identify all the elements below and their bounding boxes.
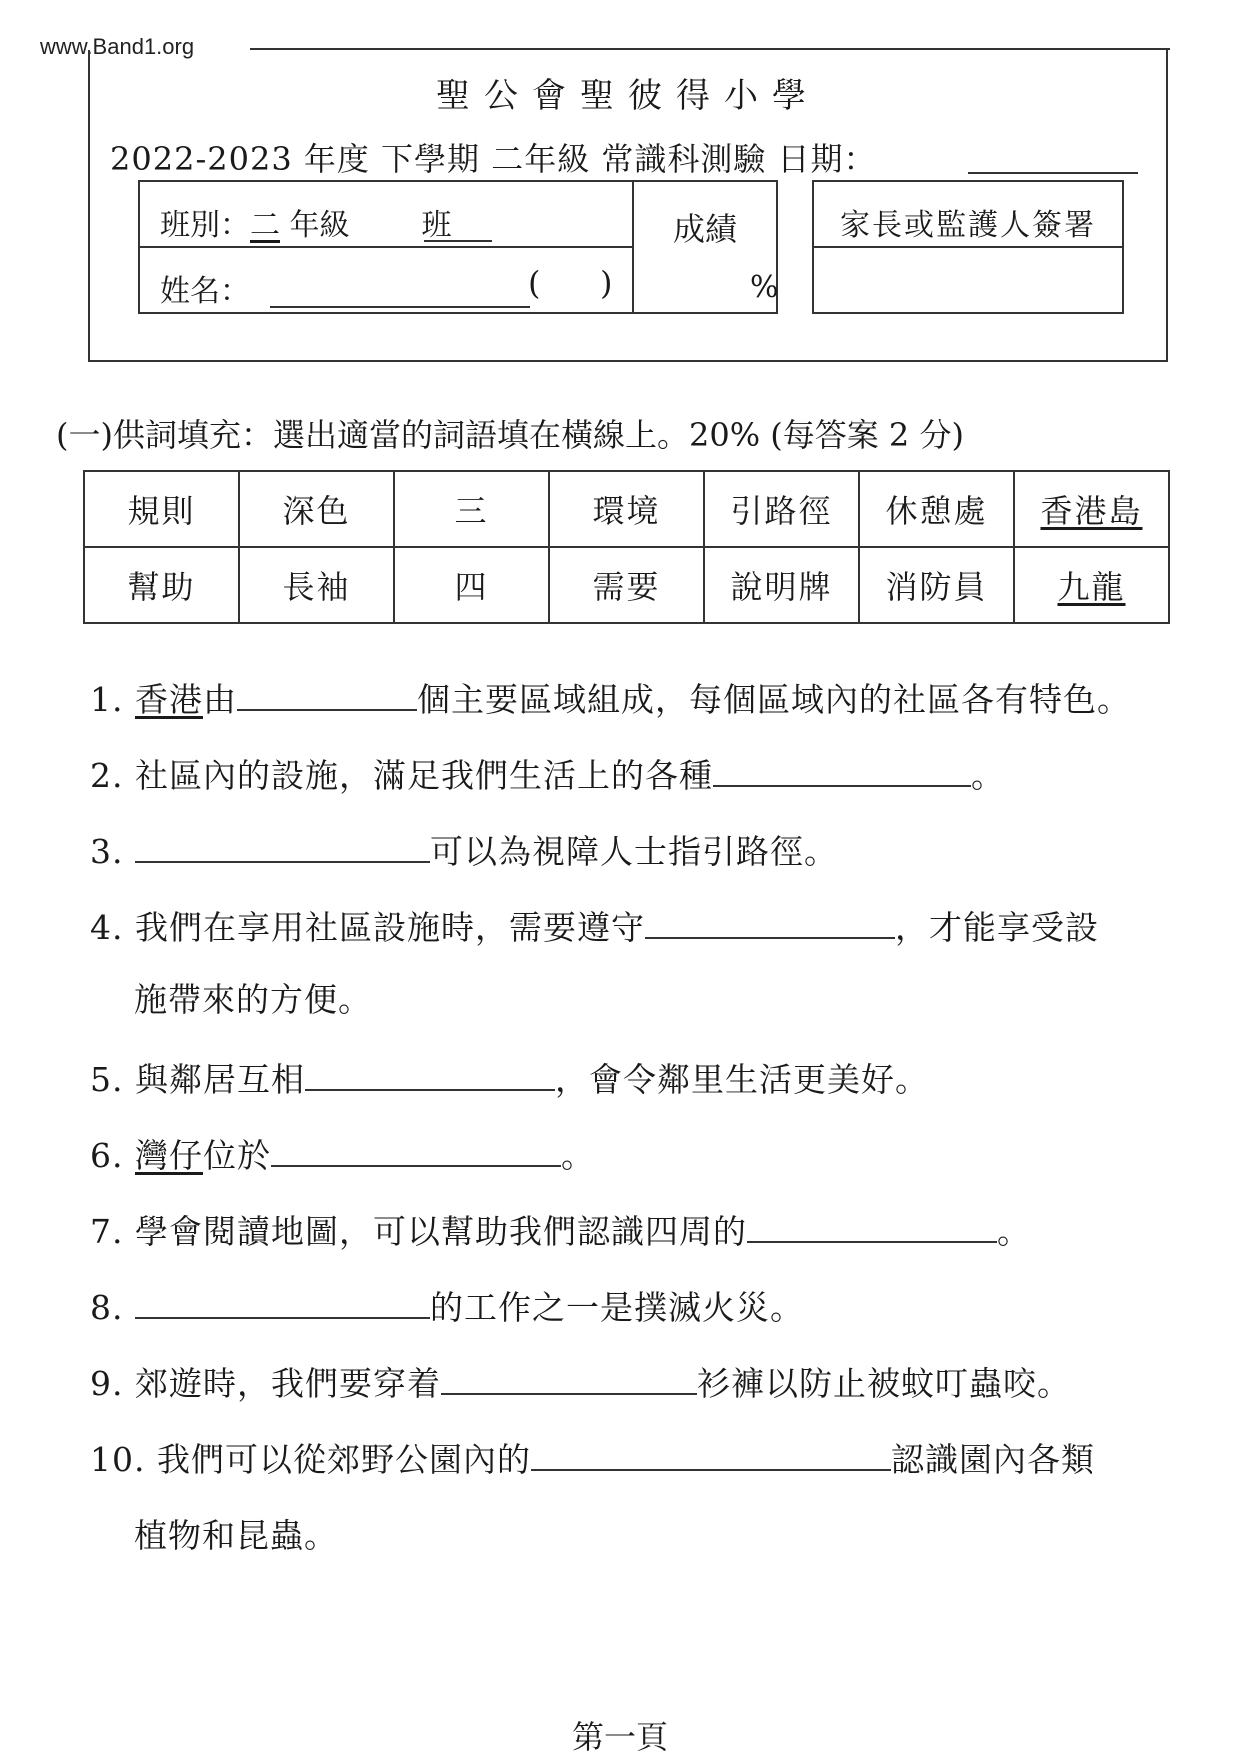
question-text: 我們在享用社區設施時，需要遵守 bbox=[135, 908, 645, 947]
question-number: 5. bbox=[90, 1060, 124, 1099]
question-10 bbox=[90, 1434, 1095, 1481]
section-title: (一)供詞填充：選出適當的詞語填在橫線上。20% (每答案 2 分) bbox=[56, 416, 964, 454]
question-text: ，才能享受設 bbox=[895, 908, 1099, 947]
word-bank-cell bbox=[1014, 471, 1169, 547]
question-4 bbox=[90, 902, 1099, 949]
word-bank-row bbox=[84, 547, 1169, 623]
answer-blank[interactable] bbox=[441, 1363, 697, 1395]
question-9 bbox=[90, 1358, 1071, 1405]
name-label: 姓名： bbox=[160, 274, 250, 309]
class-grade-suffix: 年級 bbox=[280, 208, 350, 243]
answer-blank[interactable] bbox=[747, 1211, 997, 1243]
question-8 bbox=[90, 1282, 804, 1329]
question-text: 個主要區域組成，每個區域內的社區各有特色。 bbox=[417, 680, 1131, 719]
question-2 bbox=[90, 750, 1005, 797]
word-bank-cell: 說明牌 bbox=[704, 547, 859, 623]
score-label: 成績 bbox=[672, 210, 737, 248]
question-number: 2. bbox=[90, 756, 124, 795]
exam-title-line: 2022-2023 年度 下學期 二年級 常識科測驗 日期： bbox=[110, 140, 877, 178]
word-bank-cell: 四 bbox=[394, 547, 549, 623]
word-bank-place-name: 九龍 bbox=[1057, 568, 1126, 606]
class-label: 班別： bbox=[160, 208, 250, 243]
question-4-continuation: 施帶來的方便。 bbox=[134, 980, 372, 1019]
question-number: 9. bbox=[90, 1364, 124, 1403]
signature-label: 家長或監護人簽署 bbox=[840, 208, 1096, 243]
question-6 bbox=[90, 1130, 595, 1177]
question-text: 學會閱讀地圖，可以幫助我們認識四周的 bbox=[135, 1212, 747, 1251]
name-blank[interactable] bbox=[270, 306, 530, 308]
question-text: 郊遊時，我們要穿着 bbox=[135, 1364, 441, 1403]
word-bank-cell: 規則 bbox=[84, 471, 239, 547]
word-bank-cell bbox=[1014, 547, 1169, 623]
class-suffix: 班 bbox=[421, 208, 452, 243]
question-1 bbox=[90, 674, 1131, 721]
student-number-paren-open: ( bbox=[528, 264, 541, 302]
question-text: 與鄰居互相 bbox=[135, 1060, 305, 1099]
question-text: 。 bbox=[561, 1136, 595, 1175]
watermark-text: www.Band1.org bbox=[40, 34, 195, 59]
place-name: 香港 bbox=[135, 680, 203, 719]
signature-divider bbox=[812, 246, 1124, 248]
info-divider-horizontal bbox=[138, 246, 632, 248]
answer-blank[interactable] bbox=[271, 1135, 561, 1167]
word-bank-cell: 環境 bbox=[549, 471, 704, 547]
question-text: 。 bbox=[997, 1212, 1031, 1251]
date-blank[interactable] bbox=[968, 172, 1138, 174]
word-bank-cell: 長袖 bbox=[239, 547, 394, 623]
question-number: 10. bbox=[90, 1440, 146, 1479]
word-bank-cell: 深色 bbox=[239, 471, 394, 547]
question-number: 6. bbox=[90, 1136, 124, 1175]
place-name: 灣仔 bbox=[135, 1136, 203, 1175]
answer-blank[interactable] bbox=[305, 1059, 555, 1091]
question-3 bbox=[90, 826, 838, 873]
word-bank-row bbox=[84, 471, 1169, 547]
question-number: 8. bbox=[90, 1288, 124, 1327]
score-percent-sign: % bbox=[750, 270, 779, 305]
answer-blank[interactable] bbox=[135, 1287, 430, 1319]
question-text: 可以為視障人士指引路徑。 bbox=[430, 832, 838, 871]
word-bank-place-name: 香港島 bbox=[1040, 492, 1143, 530]
word-bank-cell: 休憩處 bbox=[859, 471, 1014, 547]
student-number-paren-close: ) bbox=[600, 264, 613, 302]
class-field bbox=[160, 200, 452, 244]
answer-blank[interactable] bbox=[645, 907, 895, 939]
question-text: 由 bbox=[203, 680, 237, 719]
word-bank-cell: 需要 bbox=[549, 547, 704, 623]
page-number: 第一頁 bbox=[571, 1718, 668, 1756]
word-bank-cell: 幫助 bbox=[84, 547, 239, 623]
word-bank-cell: 三 bbox=[394, 471, 549, 547]
class-number-blank[interactable] bbox=[424, 240, 492, 242]
answer-blank[interactable] bbox=[531, 1439, 891, 1471]
question-text: 我們可以從郊野公園內的 bbox=[156, 1440, 531, 1479]
question-10-continuation: 植物和昆蟲。 bbox=[134, 1516, 338, 1555]
question-number: 4. bbox=[90, 908, 124, 947]
word-bank-cell: 引路徑 bbox=[704, 471, 859, 547]
question-number: 7. bbox=[90, 1212, 124, 1251]
question-7 bbox=[90, 1206, 1031, 1253]
question-number: 1. bbox=[90, 680, 124, 719]
question-5 bbox=[90, 1054, 929, 1101]
question-text: 認識園內各類 bbox=[890, 1440, 1095, 1479]
question-text: 社區內的設施，滿足我們生活上的各種 bbox=[135, 756, 713, 795]
answer-blank[interactable] bbox=[237, 679, 417, 711]
school-name: 聖公會聖彼得小學 bbox=[436, 76, 820, 116]
answer-blank[interactable] bbox=[713, 755, 971, 787]
class-grade: 二 bbox=[250, 208, 280, 243]
word-bank-cell: 消防員 bbox=[859, 547, 1014, 623]
word-bank-table bbox=[83, 470, 1170, 624]
question-number: 3. bbox=[90, 832, 124, 871]
answer-blank[interactable] bbox=[135, 831, 430, 863]
question-text: 位於 bbox=[203, 1136, 271, 1175]
question-text: 的工作之一是撲滅火災。 bbox=[430, 1288, 804, 1327]
question-text: 。 bbox=[971, 756, 1005, 795]
question-text: 衫褲以防止被蚊叮蟲咬。 bbox=[697, 1364, 1071, 1403]
question-text: ，會令鄰里生活更美好。 bbox=[555, 1060, 929, 1099]
